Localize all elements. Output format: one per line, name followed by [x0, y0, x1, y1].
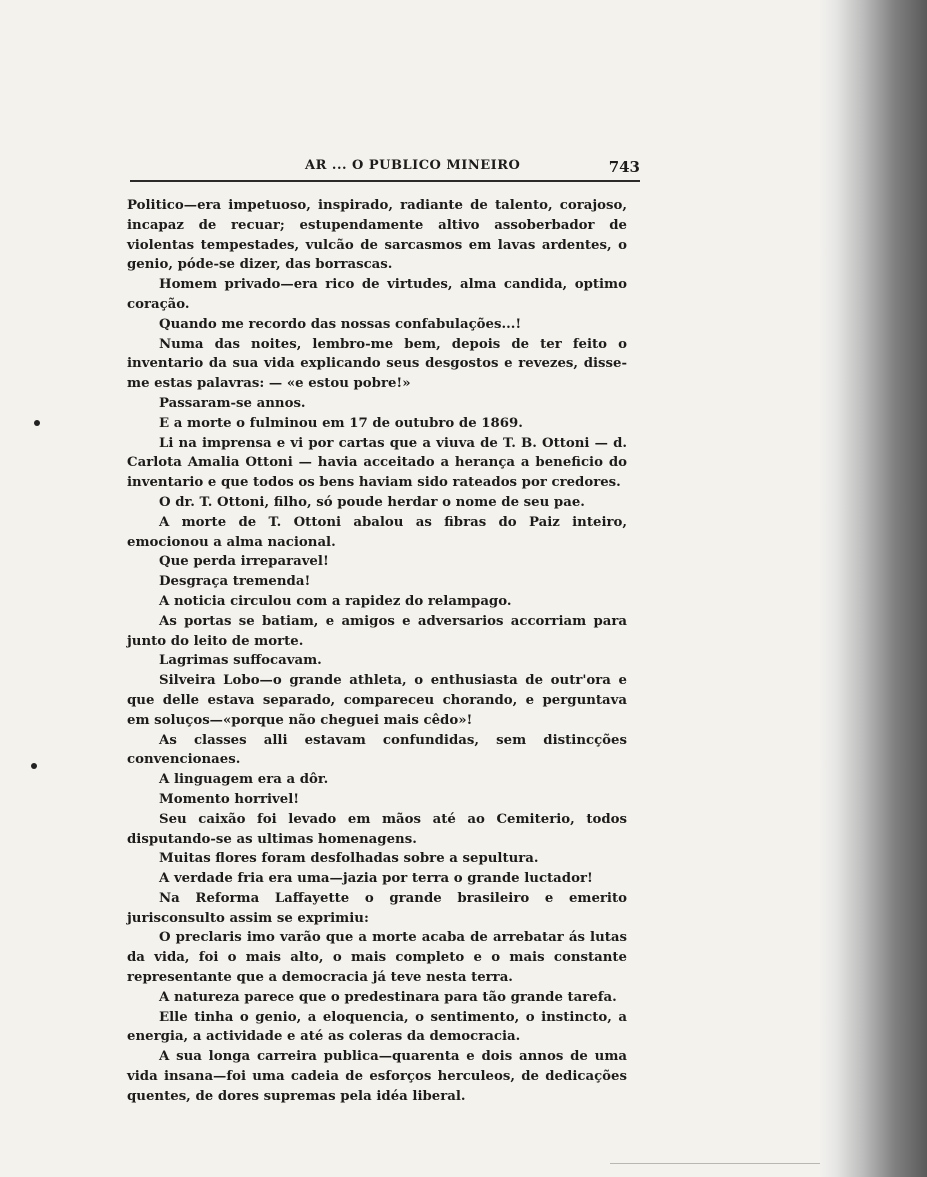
paragraph: Passaram-se annos. [159, 395, 306, 411]
paragraph: O dr. T. Ottoni, filho, só poude herdar o nome de seu pae. [159, 494, 585, 510]
paragraph: A morte de T. Ottoni abalou as fibras do Paiz inteiro, emocionou a alma nacional. [127, 514, 627, 550]
margin-mark [34, 420, 40, 426]
paragraph: O preclaris imo varão que a morte acaba de arrebatar ás lutas da vida, foi o mais alto, o mais completo e o mais constante representante que a democracia já teve nesta terra. [127, 930, 627, 986]
page-header [130, 158, 640, 178]
paragraph: Li na imprensa e vi por cartas que a viuva de T. B. Ottoni — d. Carlota Amalia Ottoni — havia acceitado a herança a beneficio do inventario e que todos os bens haviam sido rateados por credores. [127, 435, 627, 491]
margin-mark [31, 763, 37, 769]
paragraph: As classes alli estavam confundidas, sem distincções convencionaes. [127, 732, 627, 768]
paragraph: Lagrimas suffocavam. [159, 653, 322, 669]
paragraph: A natureza parece que o predestinara para tão grande tarefa. [159, 989, 617, 1005]
paragraph: A linguagem era a dôr. [159, 772, 329, 788]
paragraph: Politico—era impetuoso, inspirado, radiante de talento, corajoso, incapaz de recuar; estupendamente altivo assoberbador de violentas tempestades, vulcão de sarcasmos em lavas ardentes, o genio, póde-se dizer, das borrascas. [127, 198, 627, 273]
paragraph: Desgraça tremenda! [159, 574, 311, 590]
paragraph: Momento horrivel! [159, 791, 300, 807]
paragraph: Homem privado—era rico de virtudes, alma candida, optimo coração. [127, 277, 627, 312]
paragraph: Silveira Lobo—o grande athleta, o enthusiasta de outr'ora e que delle estava separado, compareceu chorando, e perguntava em soluços—«porque não cheguei mais cêdo»! [127, 673, 627, 728]
paragraph: A sua longa carreira publica—quarenta e dois annos de uma vida insana—foi uma cadeia de esforços herculeos, de dedicações quentes, de dores supremas pela idéa liberal. [127, 1049, 627, 1104]
header-rule [130, 180, 640, 182]
running-title: AR ... O PUBLICO MINEIRO [305, 158, 521, 173]
paragraph: As portas se batiam, e amigos e adversarios accorriam para junto do leito de morte. [127, 613, 627, 649]
paragraph: Na Reforma Laffayette o grande brasileiro e emerito jurisconsulto assim se exprimiu: [127, 890, 627, 926]
paragraph: A verdade fria era uma—jazia por terra o grande luctador! [159, 871, 593, 887]
paragraph: Seu caixão foi levado em mãos até ao Cemiterio, todos disputando-se as ultimas homenagens. [127, 811, 627, 847]
page-number: 743 [608, 158, 640, 176]
paragraph: Quando me recordo das nossas confabulações...! [159, 316, 522, 332]
body-text [127, 196, 627, 1107]
paragraph: Que perda irreparavel! [159, 554, 329, 570]
paragraph: Muitas flores foram desfolhadas sobre a sepultura. [159, 851, 539, 867]
page-edge-line [610, 1163, 820, 1164]
paragraph: Elle tinha o genio, a eloquencia, o sentimento, o instincto, a energia, a actividade e até as coleras da democracia. [127, 1009, 627, 1045]
paragraph: A noticia circulou com a rapidez do relampago. [159, 593, 512, 609]
paragraph: Numa das noites, lembro-me bem, depois de ter feito o inventario da sua vida explicando seus desgostos e revezes, disse-me estas palavras: — «e estou pobre!» [127, 336, 627, 392]
page-shadow-edge [820, 0, 927, 1177]
paragraph: E a morte o fulminou em 17 de outubro de 1869. [159, 415, 523, 431]
